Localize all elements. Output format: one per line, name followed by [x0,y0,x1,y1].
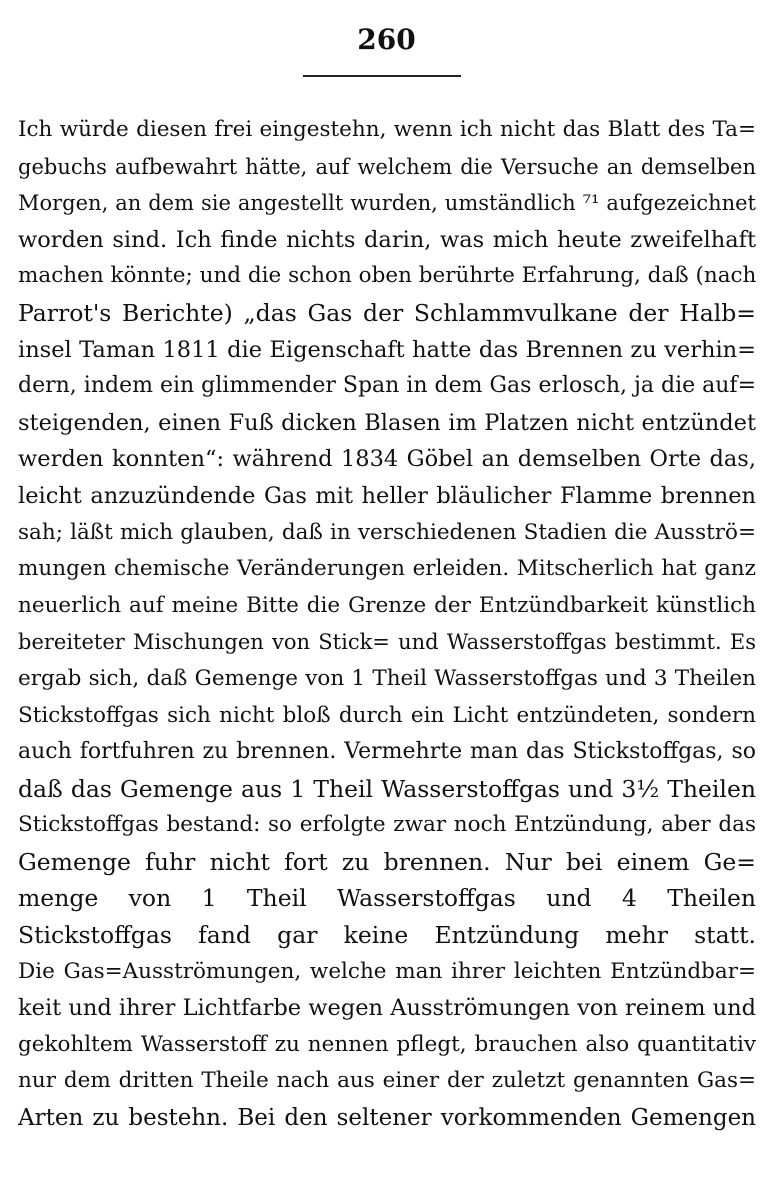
body-text [18,112,756,1137]
text-line: ergab sich, daß Gemenge von 1 Theil Wasserstoffgas und 3 Theilen [18,665,756,691]
header-rule [303,75,461,77]
text-line: daß das Gemenge aus 1 Theil Wasserstoffgas und 3½ Theilen [18,774,756,803]
text-line: Morgen, an dem sie angestellt wurden, umständlich ⁷¹ aufgezeichnet [18,191,756,216]
text-line: insel Taman 1811 die Eigenschaft hatte das Brennen zu verhin= [18,336,756,363]
text-line: werden konnten“: während 1834 Göbel an demselben Orte das, [18,446,756,473]
text-line: machen könnte; und die schon oben berührte Erfahrung, daß (nach [18,263,756,289]
text-line: gebuchs aufbewahrt hätte, auf welchem die Versuche an demselben [18,154,756,179]
text-line: Ich würde diesen frei eingestehn, wenn ich nicht das Blatt des Ta= [18,117,756,142]
text-line: sah; läßt mich glauben, daß in verschiedenen Stadien die Ausströ= [18,519,756,545]
text-line: steigenden, einen Fuß dicken Blasen im Platzen nicht entzündet [18,409,756,436]
text-line: Die Gas=Ausströmungen, welche man ihrer leichten Entzündbar= [18,958,756,984]
text-line: Stickstoffgas sich nicht bloß durch ein Licht entzündeten, sondern [18,702,756,728]
text-line: Stickstoffgas bestand: so erfolgte zwar noch Entzündung, aber das [18,812,756,838]
text-line: worden sind. Ich finde nichts darin, was mich heute zweifelhaft [18,226,756,253]
text-line: bereiteter Mischungen von Stick= und Wasserstoffgas bestimmt. Es [18,630,756,655]
text-line: menge von 1 Theil Wasserstoffgas und 4 Theilen [18,884,756,913]
text-line: nur dem dritten Theile nach aus einer der zuletzt genannten Gas= [18,1068,756,1094]
text-line: Parrot's Berichte) „das Gas der Schlammvulkane der Halb= [18,298,756,327]
text-line: Gemenge fuhr nicht fort zu brennen. Nur bei einem Ge= [18,847,756,876]
text-line: keit und ihrer Lichtfarbe wegen Ausströmungen von reinem und [18,995,756,1022]
text-line: dern, indem ein glimmender Span in dem Gas erlosch, ja die auf= [18,373,756,399]
page-number: 260 [357,23,416,56]
text-line: Arten zu bestehn. Bei den seltener vorkommenden Gemengen [18,1105,756,1132]
text-line: Stickstoffgas fand gar keine Entzündung mehr statt. [18,921,756,950]
text-line: neuerlich auf meine Bitte die Grenze der Entzündbarkeit künstlich [18,592,756,618]
text-line: auch fortfuhren zu brennen. Vermehrte man das Stickstoffgas, so [18,739,756,765]
text-line: mungen chemische Veränderungen erleiden. Mitscherlich hat ganz [18,556,756,582]
text-line: leicht anzuzündende Gas mit heller bläulicher Flamme brennen [18,482,756,509]
text-line: gekohltem Wasserstoff zu nennen pflegt, brauchen also quantitativ [18,1031,756,1057]
